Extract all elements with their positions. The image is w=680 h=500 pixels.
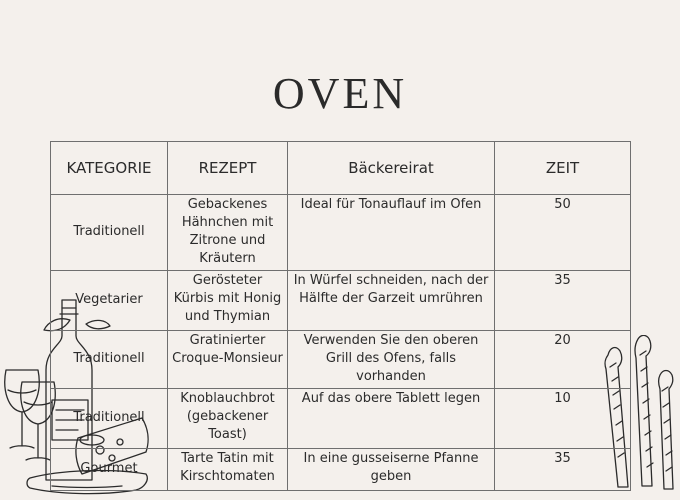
cell-zeit: 35 <box>495 271 631 331</box>
cell-rat: Verwenden Sie den oberen Grill des Ofens, falls vorhanden <box>288 331 495 389</box>
table-row <box>51 331 631 389</box>
table-header-row <box>51 142 631 195</box>
cell-rat: In eine gusseiserne Pfanne geben <box>288 449 495 491</box>
cell-rezept: Knoblauchbrot (gebackener Toast) <box>168 389 288 449</box>
cell-rat: Auf das obere Tablett legen <box>288 389 495 449</box>
cell-kategorie: Traditionell <box>51 331 168 389</box>
table-row <box>51 271 631 331</box>
asparagus-icon <box>635 335 652 486</box>
cell-rat: In Würfel schneiden, nach der Hälfte der Garzeit umrühren <box>288 271 495 331</box>
cell-zeit: 20 <box>495 331 631 389</box>
cell-rat: Ideal für Tonauflauf im Ofen <box>288 195 495 271</box>
header-rezept: REZEPT <box>168 142 288 195</box>
recipe-table <box>50 141 631 491</box>
table-row <box>51 389 631 449</box>
header-kategorie: KATEGORIE <box>51 142 168 195</box>
cell-kategorie: Traditionell <box>51 195 168 271</box>
cell-rezept: Gratinierter Croque-Monsieur <box>168 331 288 389</box>
table-row <box>51 449 631 491</box>
cell-kategorie: Traditionell <box>51 389 168 449</box>
cell-zeit: 35 <box>495 449 631 491</box>
cell-rezept: Tarte Tatin mit Kirschtomaten <box>168 449 288 491</box>
cell-kategorie: Vegetarier <box>51 271 168 331</box>
cell-kategorie: Gourmet <box>51 449 168 491</box>
cell-rezept: Gebackenes Hähnchen mit Zitrone und Kräutern <box>168 195 288 271</box>
page-title: OVEN <box>272 69 408 118</box>
cell-zeit: 50 <box>495 195 631 271</box>
header-baeckereirat: Bäckereirat <box>288 142 495 195</box>
table-row <box>51 195 631 271</box>
cell-zeit: 10 <box>495 389 631 449</box>
cell-rezept: Gerösteter Kürbis mit Honig und Thymian <box>168 271 288 331</box>
header-zeit: ZEIT <box>495 142 631 195</box>
